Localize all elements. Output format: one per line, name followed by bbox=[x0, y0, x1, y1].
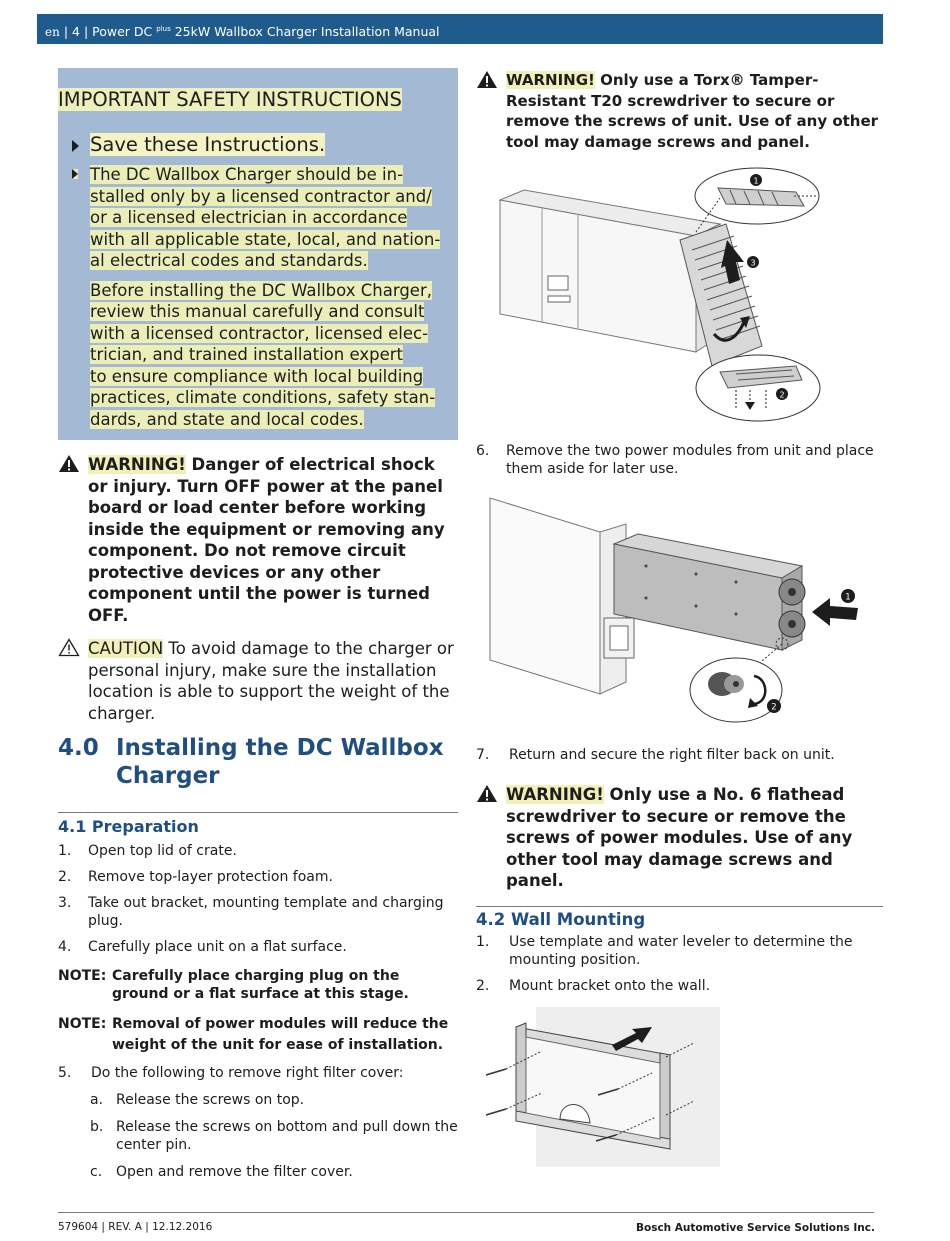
page-header: en | 4 | Power DC $^{plus}$ 25kW Wallbox Charger Installation Manual bbox=[37, 14, 883, 44]
safety-paragraph-1: The DC Wallbox Charger should be in- stalled only by a licensed contractor and/ or a licensed electrician in accordance with all applicable state, local, and nation- al electrical codes and standards. bbox=[58, 164, 454, 272]
bullet-arrow-icon bbox=[72, 140, 79, 152]
list-item: 1. Use template and water leveler to determine the mounting position. bbox=[476, 933, 853, 968]
warning-electrical-shock bbox=[58, 454, 458, 626]
list-item: 1. Open top lid of crate. bbox=[58, 843, 237, 859]
list-item: 6. Remove the two power modules from unit and place them aside for later use. bbox=[476, 443, 874, 477]
list-item: a. Release the screws on top. bbox=[90, 1092, 305, 1108]
footer-divider bbox=[58, 1212, 874, 1213]
header-lang: en bbox=[45, 25, 60, 39]
list-item: 2. Remove top-layer protection foam. bbox=[58, 869, 333, 885]
footer-company: Bosch Automotive Service Solutions Inc. bbox=[635, 1222, 875, 1234]
caution-triangle-icon bbox=[58, 638, 80, 657]
warning-word: WARNING! bbox=[506, 785, 604, 804]
note-charging-plug: NOTE: Carefully place charging plug on the ground or a flat surface at this stage. bbox=[58, 968, 409, 1002]
step-7-list bbox=[476, 746, 883, 764]
list-item: 4. Carefully place unit on a flat surface. bbox=[58, 939, 347, 955]
section-4-1-heading: 4.1 Preparation bbox=[58, 817, 199, 836]
filter-steps bbox=[58, 1064, 458, 1082]
header-title-sup: plus bbox=[156, 25, 171, 33]
list-item: 5. Do the following to remove right filter cover: bbox=[58, 1065, 404, 1081]
list-item: b. Release the screws on bottom and pull down the center pin. bbox=[90, 1119, 458, 1153]
callout-3: 3 bbox=[750, 258, 756, 268]
warning-text: Danger of electrical shock or injury. Turn OFF power at the panel board or load center before working inside the equipment or removing any component. Do not remove circuit protective devices or any other component until the power is turned OFF. bbox=[88, 455, 445, 625]
caution-notice bbox=[58, 638, 458, 724]
callout-2: 2 bbox=[771, 702, 777, 713]
header-title-a: Power DC bbox=[92, 24, 153, 39]
callout-1: 1 bbox=[753, 176, 759, 186]
list-item: 3. Take out bracket, mounting template and charging plug. bbox=[58, 895, 444, 929]
safety-box bbox=[58, 68, 458, 440]
caution-text: To avoid damage to the charger or personal injury, make sure the installation location is able to support the weight of the charger. bbox=[88, 639, 454, 723]
warning-flathead-screwdriver bbox=[476, 784, 883, 892]
preparation-steps bbox=[58, 842, 458, 956]
warning-word: WARNING! bbox=[506, 71, 595, 89]
safety-save-item: Save these Instructions. bbox=[58, 133, 454, 156]
caution-word: CAUTION bbox=[88, 639, 164, 658]
warning-text: Only use a Torx® Tamper-Resistant T20 screwdriver to secure or remove the screws of unit. Use of any other tool may damage screws and panel. bbox=[506, 71, 879, 151]
section-4-heading: 4.0 Installing the DC Wallbox Charger bbox=[58, 735, 444, 789]
callout-1: 1 bbox=[845, 592, 851, 603]
header-page-number: 4 bbox=[72, 24, 80, 39]
filter-sub-steps bbox=[58, 1091, 458, 1181]
warning-triangle-icon bbox=[476, 784, 498, 803]
note-power-modules: NOTE: Removal of power modules will reduce the weight of the unit for ease of installation. bbox=[58, 1016, 449, 1053]
safety-paragraph-2: Before installing the DC Wallbox Charger, review this manual carefully and consult with a licensed contractor, licensed elec- trician, and trained installation expert to ensure compliance with local building practices, climate conditions, safety stan- dards, and state and local codes. bbox=[90, 280, 436, 429]
wall-mounting-steps bbox=[476, 933, 883, 995]
step-6-list bbox=[476, 442, 883, 478]
warning-word: WARNING! bbox=[88, 455, 186, 474]
warning-torx-screwdriver bbox=[476, 70, 883, 152]
callout-2: 2 bbox=[779, 390, 785, 400]
footer-doc-info: 579604 | REV. A | 12.12.2016 bbox=[58, 1221, 213, 1233]
section-divider bbox=[476, 906, 883, 907]
list-item: 2. Mount bracket onto the wall. bbox=[476, 977, 711, 994]
right-column bbox=[476, 70, 883, 1171]
left-column bbox=[58, 68, 458, 1181]
bracket-mounting-illustration bbox=[480, 1007, 720, 1167]
warning-triangle-icon bbox=[476, 70, 498, 89]
bullet-arrow-icon bbox=[72, 169, 78, 179]
warning-text: Only use a No. 6 flathead screwdriver to secure or remove the screws of power modules. Use of any other tool may damage screws and panel. bbox=[506, 785, 853, 890]
section-divider bbox=[58, 812, 458, 813]
list-item: 7. Return and secure the right filter back on unit. bbox=[476, 747, 835, 763]
warning-triangle-icon bbox=[58, 454, 80, 473]
power-module-removal-illustration bbox=[486, 494, 866, 734]
list-item: c. Open and remove the filter cover. bbox=[90, 1164, 353, 1180]
header-title-b: 25kW Wallbox Charger Installation Manual bbox=[174, 24, 440, 39]
filter-cover-removal-illustration bbox=[496, 166, 836, 426]
safety-title: IMPORTANT SAFETY INSTRUCTIONS bbox=[58, 88, 402, 111]
section-4-2-heading: 4.2 Wall Mounting bbox=[476, 909, 646, 929]
